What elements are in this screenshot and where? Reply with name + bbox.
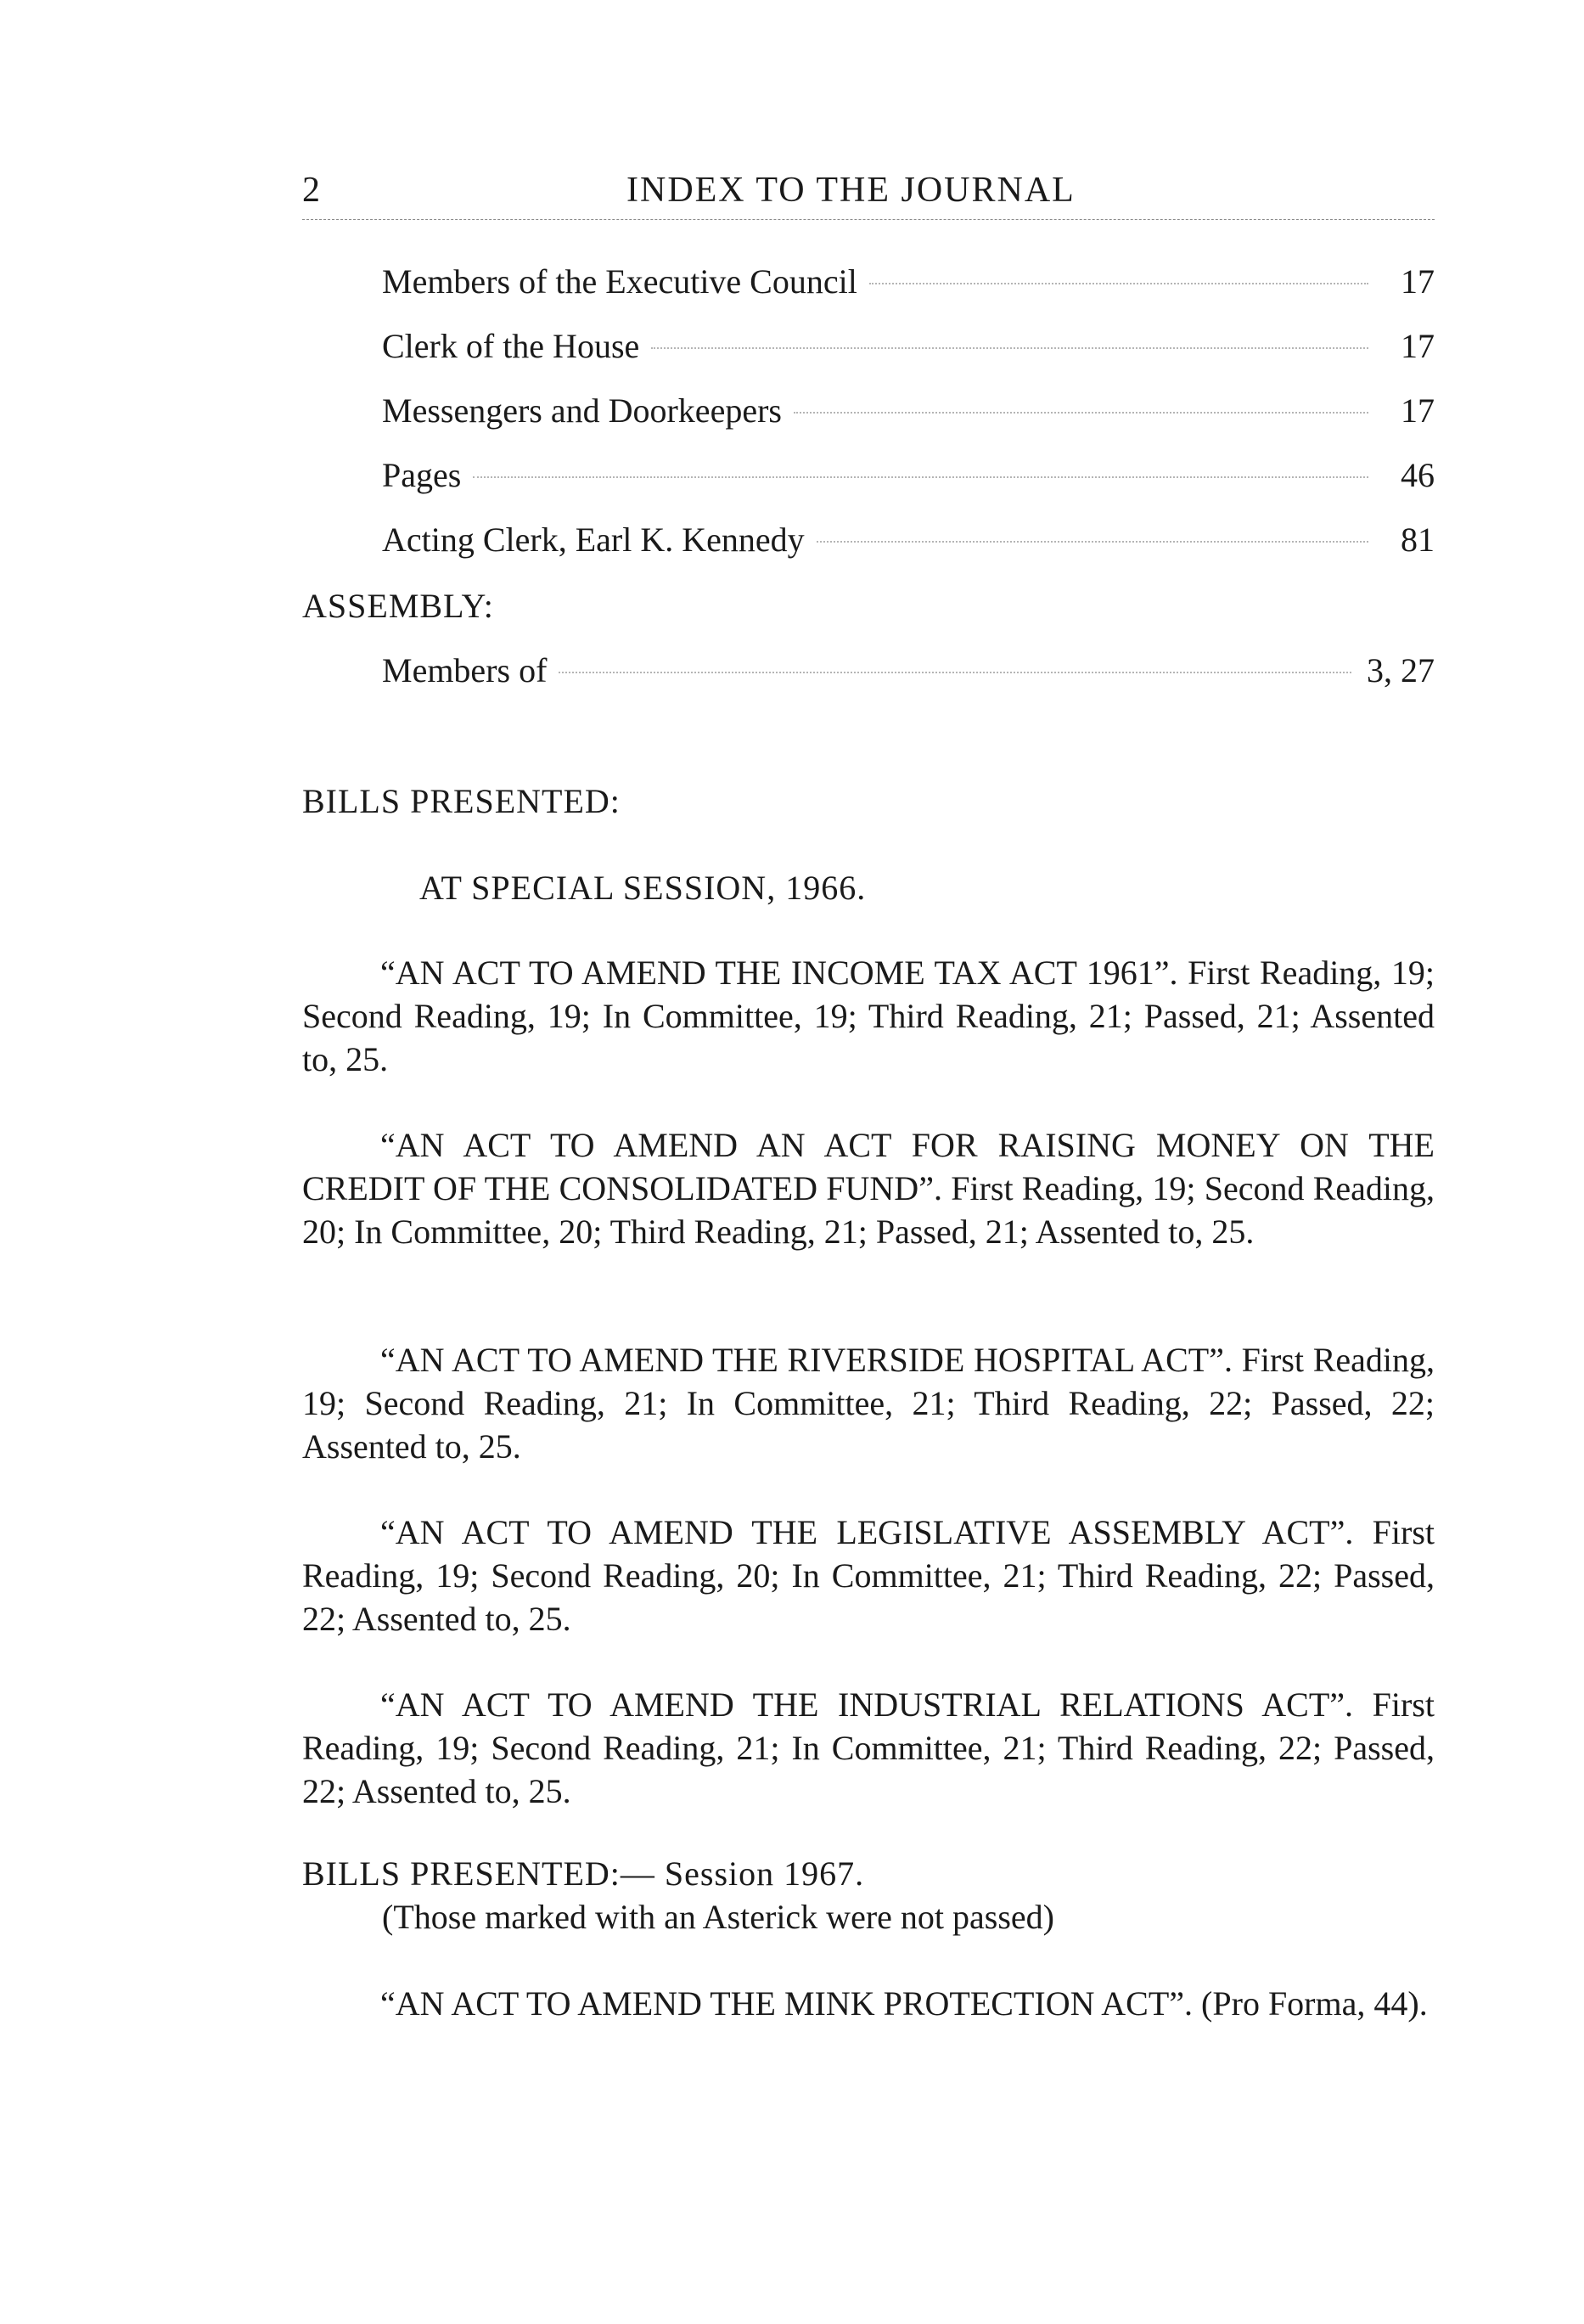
running-head: [302, 170, 1435, 229]
entry-page: 81: [1401, 521, 1435, 559]
leader-dots: [473, 476, 1368, 478]
entry-label: Pages: [382, 456, 462, 494]
bills-1967-heading: BILLS PRESENTED:— Session 1967.: [302, 1854, 865, 1893]
asterisk-note: (Those marked with an Asterick were not passed): [382, 1898, 1054, 1936]
bill-entry: “AN ACT TO AMEND THE MINK PROTECTION ACT”. (Pro Forma, 44).: [380, 1984, 1428, 2023]
bill-entry: “AN ACT TO AMEND THE RIVERSIDE HOSPITAL ACT”. First Reading, 19; Second Reading, 21; In Committee, 21; Third Reading, 22; Passed, 22; Assented to, 25.: [302, 1341, 1435, 1466]
leader-dots: [559, 672, 1351, 673]
entry-page: 17: [1401, 391, 1435, 430]
header-rule: [302, 219, 1435, 220]
journal-title: INDEX TO THE JOURNAL: [626, 171, 1076, 210]
entry-label: Acting Clerk, Earl K. Kennedy: [382, 521, 805, 559]
entry-label: Clerk of the House: [382, 327, 640, 365]
leader-dots: [869, 283, 1368, 284]
entry-page: 17: [1401, 262, 1435, 301]
index-entry: [382, 326, 1435, 374]
index-entry: [382, 520, 1435, 567]
leader-dots: [651, 347, 1368, 349]
entry-page: 17: [1401, 327, 1435, 365]
leader-dots: [817, 541, 1368, 543]
bill-entry: “AN ACT TO AMEND THE LEGISLATIVE ASSEMBLY ACT”. First Reading, 19; Second Reading, 20; In Committee, 21; Third Reading, 22; Passed, 22; Assented to, 25.: [302, 1513, 1435, 1638]
entry-label: Members of: [382, 651, 548, 689]
bill-entry: “AN ACT TO AMEND THE INCOME TAX ACT 1961”. First Reading, 19; Second Reading, 19; In Committee, 19; Third Reading, 21; Passed, 21; Assented to, 25.: [302, 954, 1435, 1078]
index-entry: [382, 262, 1435, 309]
bill-entry: “AN ACT TO AMEND THE INDUSTRIAL RELATIONS ACT”. First Reading, 19; Second Reading, 21; In Committee, 21; Third Reading, 22; Passed, 22; Assented to, 25.: [302, 1685, 1435, 1810]
special-session-heading: AT SPECIAL SESSION, 1966.: [419, 869, 867, 907]
index-entry: [382, 650, 1435, 698]
leader-dots: [794, 412, 1368, 414]
bills-presented-heading: BILLS PRESENTED:: [302, 782, 621, 820]
page-number: 2: [302, 171, 321, 210]
entry-page: 3, 27: [1367, 651, 1435, 689]
entry-page: 46: [1401, 456, 1435, 494]
entry-label: Members of the Executive Council: [382, 262, 857, 301]
entry-label: Messengers and Doorkeepers: [382, 391, 782, 430]
bill-entry: “AN ACT TO AMEND AN ACT FOR RAISING MONEY ON THE CREDIT OF THE CONSOLIDATED FUND”. First Reading, 19; Second Reading, 20; In Committee, 20; Third Reading, 21; Passed, 21; Assented to, 25.: [302, 1126, 1435, 1251]
index-entry: [382, 391, 1435, 438]
assembly-heading: ASSEMBLY:: [302, 587, 494, 625]
index-entry: [382, 455, 1435, 503]
